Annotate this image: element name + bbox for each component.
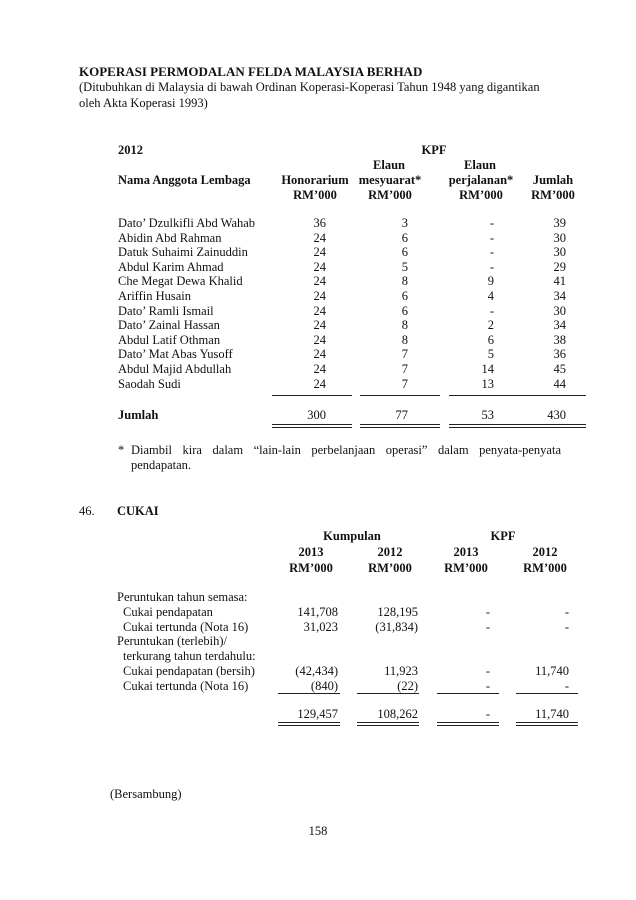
elaun-perjalanan-value: 9 — [487, 274, 494, 289]
honorarium-value: 24 — [313, 303, 326, 318]
elaun-mesyuarat-value: 5 — [401, 259, 408, 274]
tax-total-kumpulan-2013: 129,457 — [297, 707, 338, 721]
elaun-mesyuarat-value: 8 — [401, 332, 408, 347]
kumpulan-2012-value: (31,834) — [375, 619, 418, 634]
continued-note: (Bersambung) — [110, 787, 182, 801]
member-name: Dato’ Mat Abas Yusoff — [118, 347, 233, 362]
jumlah-value: 45 — [553, 362, 566, 376]
col-honorarium-header: Honorarium — [281, 173, 349, 187]
jumlah-value: 39 — [553, 216, 566, 230]
member-name: Che Megat Dewa Khalid — [118, 274, 243, 289]
honorarium-value: 24 — [313, 289, 326, 303]
table-row — [0, 377, 636, 392]
elaun-mesyuarat-value: 6 — [401, 245, 408, 260]
unit-jumlah: RM’000 — [531, 188, 575, 202]
unit-kumpulan-2012: RM’000 — [368, 561, 412, 575]
member-name: Abdul Majid Abdullah — [118, 362, 232, 376]
org-title: KOPERASI PERMODALAN FELDA MALAYSIA BERHAD — [79, 64, 423, 79]
honorarium-value: 24 — [313, 259, 326, 274]
total-rule-perjalanan — [449, 424, 525, 428]
tax-line — [0, 664, 636, 679]
total-mesyuarat: 77 — [395, 408, 408, 422]
kumpulan-2013-value: 141,708 — [297, 604, 338, 619]
kpf-2013-value: - — [485, 604, 490, 619]
honorarium-value: 24 — [313, 318, 326, 333]
unit-kumpulan-2013: RM’000 — [289, 561, 333, 575]
unit-kpf-2013: RM’000 — [444, 561, 488, 575]
tax-total-kumpulan-2012: 108,262 — [377, 707, 418, 721]
subtotal-rule-honorarium — [272, 395, 352, 396]
elaun-perjalanan-value: 6 — [487, 332, 494, 347]
subtotal-rule-mesyuarat — [360, 395, 440, 396]
total-label: Jumlah — [118, 408, 159, 422]
tax-total-kpf-2013: - — [485, 707, 490, 721]
honorarium-value: 24 — [313, 376, 326, 391]
table-row — [0, 245, 636, 260]
elaun-perjalanan-value: - — [489, 259, 494, 274]
elaun-mesyuarat-value: 8 — [401, 274, 408, 289]
tax-subtotal-rule-3 — [437, 693, 499, 694]
total-rule-mesyuarat — [360, 424, 440, 428]
member-name: Abidin Abd Rahman — [118, 230, 222, 245]
subtotal-rule-perjalanan — [449, 395, 525, 396]
tax-line — [0, 620, 636, 635]
unit-kpf-2012: RM’000 — [523, 561, 567, 575]
unit-honorarium: RM’000 — [293, 188, 337, 202]
year-kumpulan-2012: 2012 — [377, 545, 403, 559]
elaun-mesyuarat-value: 3 — [401, 216, 408, 230]
kpf-2013-value: - — [485, 664, 490, 678]
total-honorarium: 300 — [307, 408, 326, 422]
table-row — [0, 231, 636, 246]
table-row — [0, 216, 636, 231]
tax-total-rule-2 — [357, 722, 419, 726]
tax-subtotal-rule-1 — [278, 693, 340, 694]
org-subtitle-line2: oleh Akta Koperasi 1993) — [79, 96, 208, 110]
elaun-mesyuarat-value: 6 — [401, 303, 408, 318]
elaun-mesyuarat-value: 6 — [401, 230, 408, 245]
footnote-line2: pendapatan. — [131, 458, 192, 472]
tax-line-label: Cukai tertunda (Nota 16) — [123, 678, 249, 693]
tax-line — [0, 605, 636, 620]
elaun-perjalanan-value: 14 — [481, 362, 494, 376]
member-name: Saodah Sudi — [118, 376, 181, 391]
section-number: 46. — [79, 504, 95, 518]
table-entity: KPF — [421, 143, 447, 157]
tax-total-rule-4 — [516, 722, 578, 726]
tax-line — [0, 634, 636, 649]
table-row — [0, 304, 636, 319]
member-name: Dato’ Dzulkifli Abd Wahab — [118, 216, 256, 230]
table-row — [0, 347, 636, 362]
kumpulan-2012-value: 128,195 — [377, 604, 418, 619]
jumlah-value: 34 — [553, 289, 566, 303]
year-kpf-2012: 2012 — [532, 545, 558, 559]
unit-perjalanan: RM’000 — [459, 188, 503, 202]
honorarium-value: 24 — [313, 332, 326, 347]
member-name: Dato’ Zainal Hassan — [118, 318, 220, 333]
elaun-perjalanan-value: - — [489, 245, 494, 260]
member-name: Ariffin Husain — [118, 289, 192, 303]
kpf-2012-value: 11,740 — [535, 664, 569, 678]
board-total-row — [0, 408, 636, 423]
member-name: Dato’ Ramli Ismail — [118, 303, 214, 318]
kpf-2012-value: - — [564, 604, 569, 619]
org-subtitle-line1: (Ditubuhkan di Malaysia di bawah Ordinan Koperasi-Koperasi Tahun 1948 yang digantikan — [79, 80, 540, 94]
honorarium-value: 24 — [313, 245, 326, 260]
total-rule-honorarium — [272, 424, 352, 428]
table-row — [0, 318, 636, 333]
unit-mesyuarat: RM’000 — [368, 188, 412, 202]
jumlah-value: 30 — [553, 303, 566, 318]
section-title: CUKAI — [117, 504, 159, 518]
jumlah-value: 41 — [553, 274, 566, 289]
year-kumpulan-2013: 2013 — [298, 545, 324, 559]
kumpulan-2012-value: (22) — [397, 678, 418, 693]
honorarium-value: 24 — [313, 362, 326, 376]
kumpulan-2013-value: 31,023 — [303, 619, 338, 634]
col-name-header: Nama Anggota Lembaga — [118, 173, 251, 187]
year-kpf-2013: 2013 — [453, 545, 479, 559]
col-elaun-mesyuarat-2: mesyuarat* — [358, 173, 422, 187]
tax-total-kpf-2012: 11,740 — [535, 707, 569, 721]
table-row — [0, 274, 636, 289]
tax-line — [0, 590, 636, 605]
tax-line-label: Cukai tertunda (Nota 16) — [123, 619, 249, 634]
tax-total-rule-3 — [437, 722, 499, 726]
kumpulan-2013-value: (42,434) — [295, 664, 338, 678]
tax-subtotal-rule-2 — [357, 693, 419, 694]
tax-line-label: Cukai pendapatan — [123, 604, 213, 619]
elaun-mesyuarat-value: 6 — [401, 289, 408, 303]
kumpulan-2012-value: 11,923 — [384, 664, 418, 678]
kpf-2013-value: - — [485, 619, 490, 634]
total-jumlah: 430 — [547, 408, 566, 422]
tax-line-label: Peruntukan (terlebih)/ — [117, 634, 228, 649]
jumlah-value: 34 — [553, 318, 566, 333]
elaun-perjalanan-value: - — [489, 303, 494, 318]
table-year: 2012 — [118, 143, 143, 157]
jumlah-value: 30 — [553, 230, 566, 245]
kpf-2012-value: - — [564, 678, 569, 693]
jumlah-value: 36 — [553, 347, 566, 362]
group-kumpulan: Kumpulan — [323, 529, 381, 543]
col-elaun-perjalanan-1: Elaun — [464, 158, 496, 172]
table-row — [0, 289, 636, 304]
total-rule-jumlah — [520, 424, 586, 428]
jumlah-value: 38 — [553, 332, 566, 347]
elaun-perjalanan-value: 2 — [487, 318, 494, 333]
honorarium-value: 24 — [313, 274, 326, 289]
elaun-perjalanan-value: - — [489, 216, 494, 230]
honorarium-value: 24 — [313, 230, 326, 245]
group-kpf: KPF — [490, 529, 516, 543]
footnote-marker: * — [118, 443, 125, 457]
subtotal-rule-jumlah — [520, 395, 586, 396]
elaun-mesyuarat-value: 7 — [401, 347, 408, 362]
elaun-perjalanan-value: 5 — [487, 347, 494, 362]
elaun-perjalanan-value: - — [489, 230, 494, 245]
kumpulan-2013-value: (840) — [310, 678, 338, 693]
table-row — [0, 333, 636, 348]
member-name: Abdul Karim Ahmad — [118, 259, 224, 274]
tax-line-label: Peruntukan tahun semasa: — [117, 590, 248, 604]
tax-subtotal-rule-4 — [516, 693, 578, 694]
footnote-line1: Diambil kira dalam “lain-lain perbelanjaan operasi” dalam penyata-penyata — [131, 443, 561, 457]
elaun-mesyuarat-value: 8 — [401, 318, 408, 333]
col-elaun-mesyuarat-1: Elaun — [373, 158, 405, 172]
table-row — [0, 260, 636, 275]
elaun-perjalanan-value: 4 — [487, 289, 494, 303]
elaun-perjalanan-value: 13 — [481, 376, 494, 391]
tax-line-label: terkurang tahun terdahulu: — [123, 649, 256, 664]
honorarium-value: 24 — [313, 347, 326, 362]
tax-line — [0, 649, 636, 664]
page-number: 158 — [308, 824, 328, 838]
member-name: Datuk Suhaimi Zainuddin — [118, 245, 248, 260]
member-name: Abdul Latif Othman — [118, 332, 221, 347]
col-elaun-perjalanan-2: perjalanan* — [448, 173, 514, 187]
tax-line-label: Cukai pendapatan (bersih) — [123, 664, 255, 678]
total-perjalanan: 53 — [481, 408, 494, 422]
elaun-mesyuarat-value: 7 — [401, 376, 408, 391]
tax-total-rule-1 — [278, 722, 340, 726]
kpf-2012-value: - — [564, 619, 569, 634]
table-row — [0, 362, 636, 377]
tax-line — [0, 679, 636, 694]
honorarium-value: 36 — [313, 216, 326, 230]
elaun-mesyuarat-value: 7 — [401, 362, 408, 376]
jumlah-value: 29 — [553, 259, 566, 274]
jumlah-value: 44 — [553, 376, 566, 391]
tax-total-row — [0, 707, 636, 722]
col-jumlah-header: Jumlah — [532, 173, 574, 187]
kpf-2013-value: - — [485, 678, 490, 693]
jumlah-value: 30 — [553, 245, 566, 260]
